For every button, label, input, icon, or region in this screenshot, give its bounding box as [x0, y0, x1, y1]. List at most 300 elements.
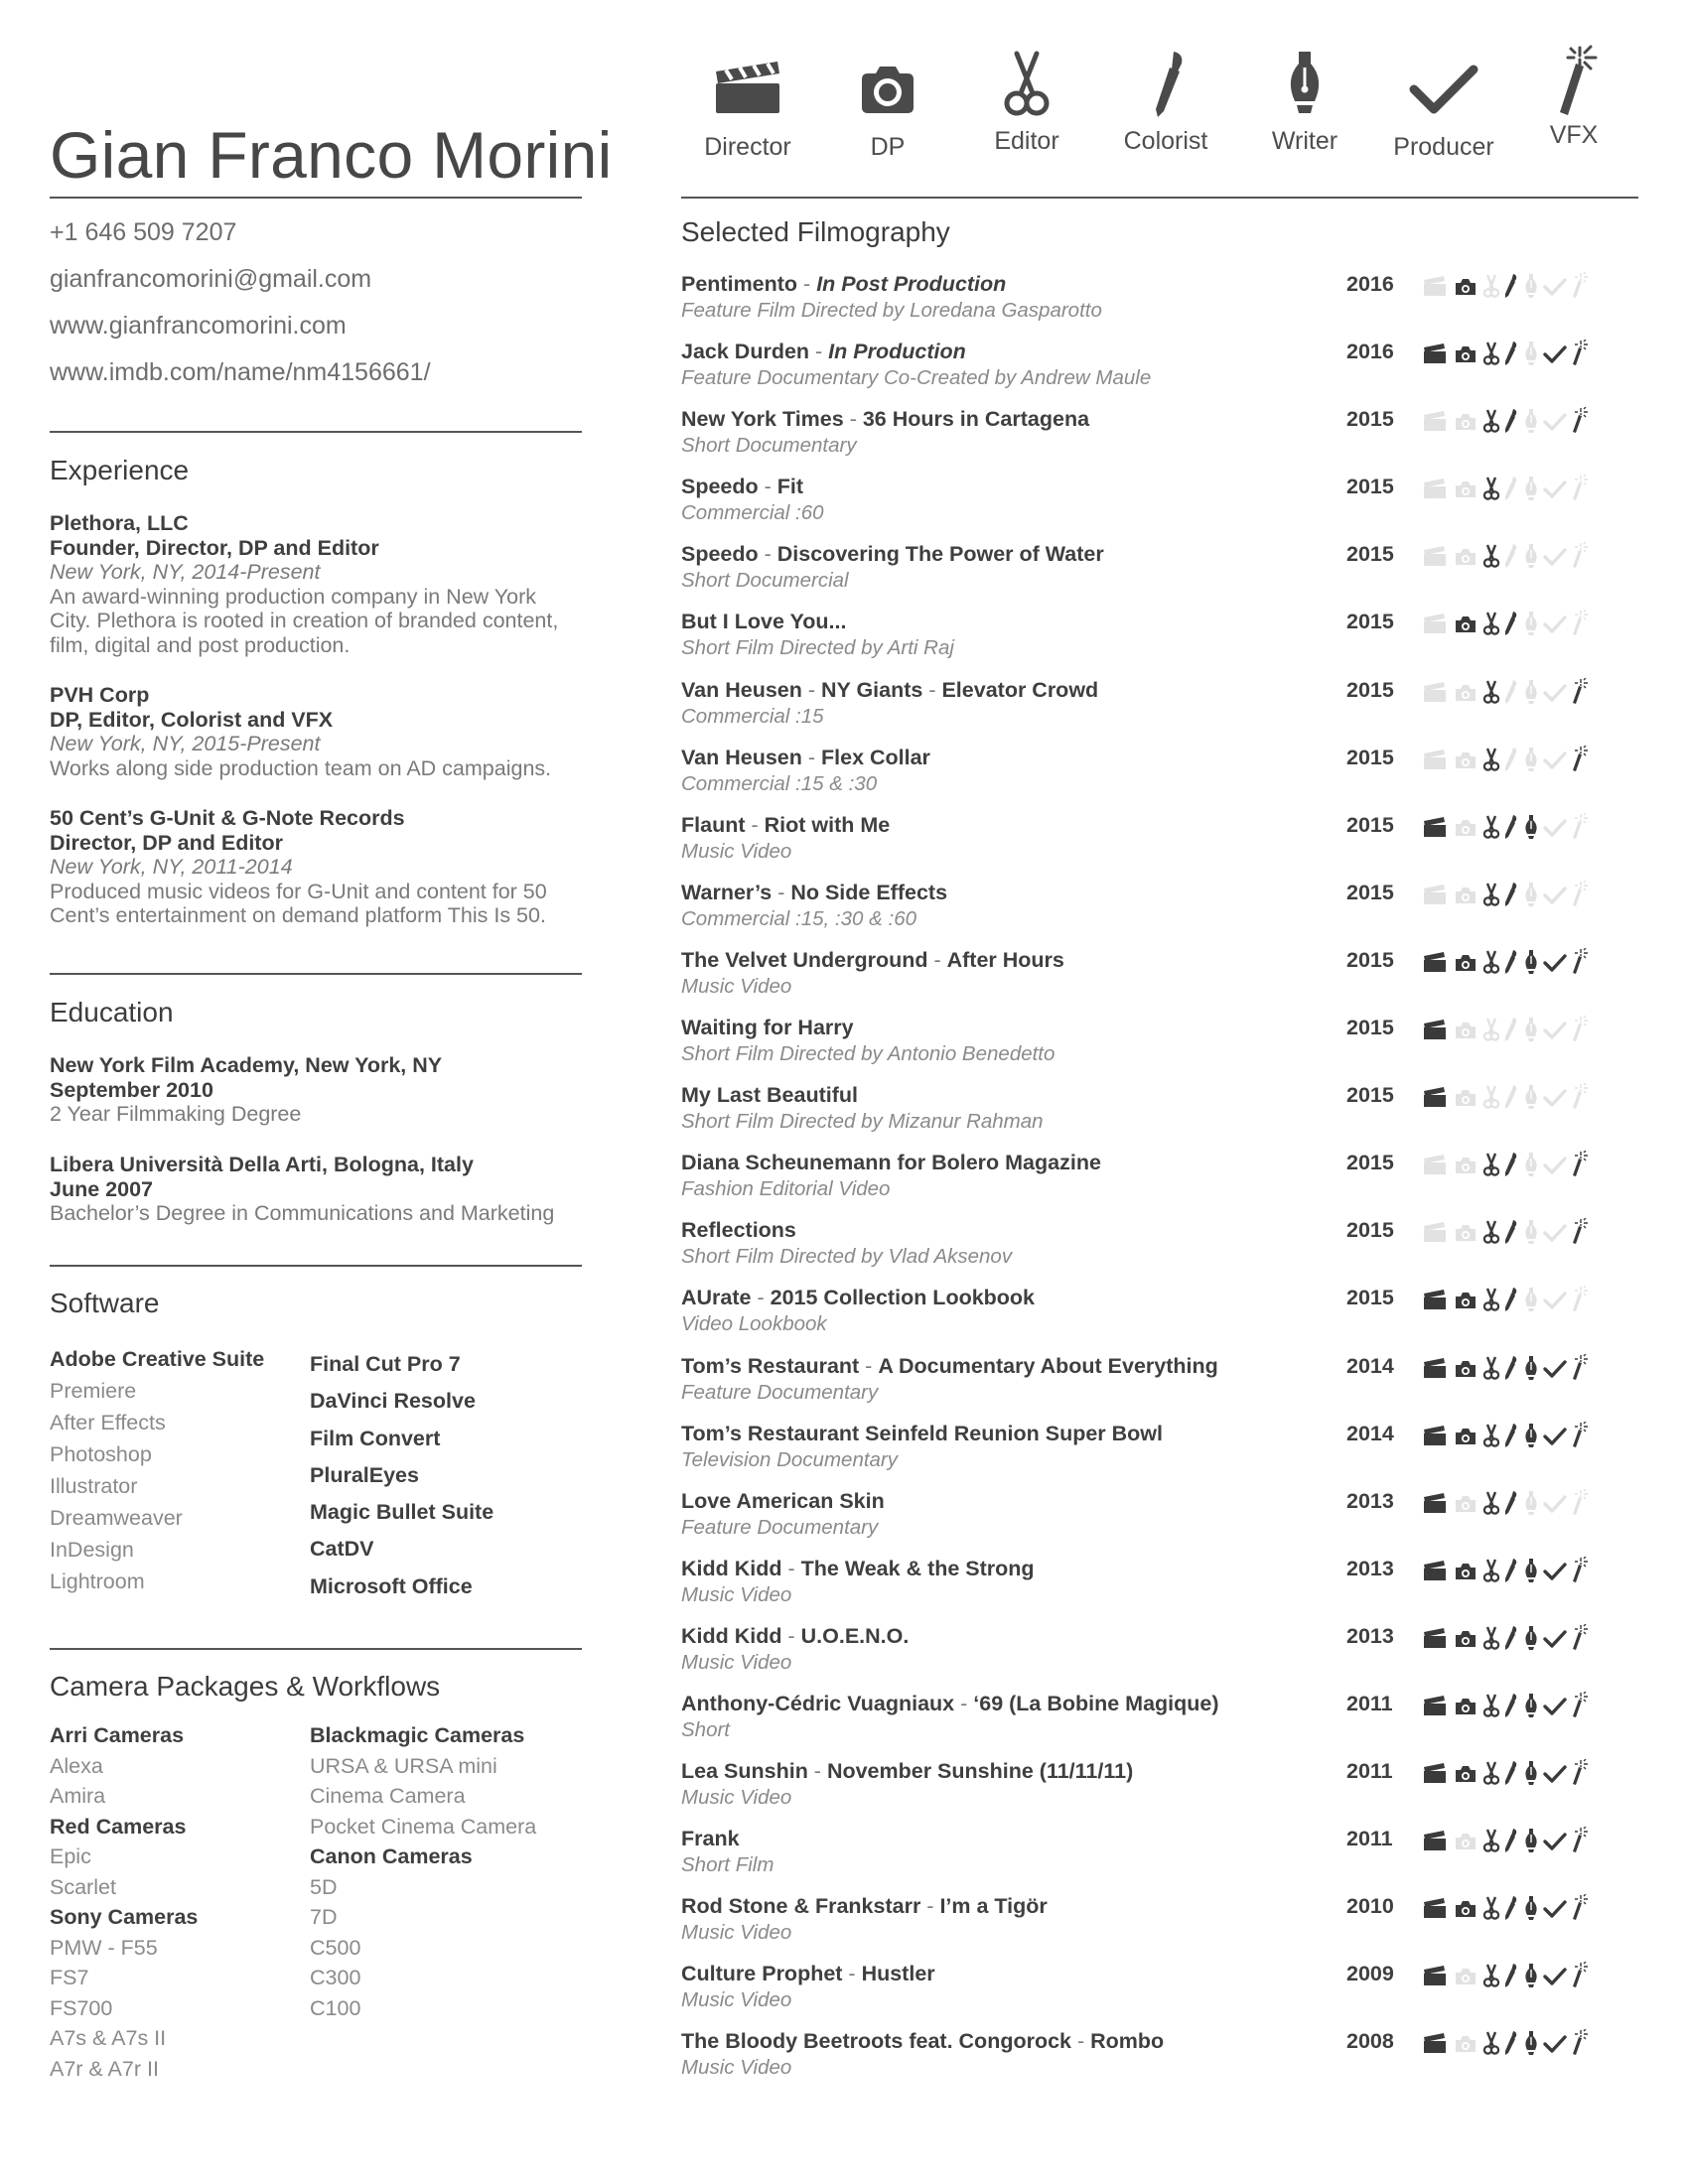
film-title — [681, 610, 846, 634]
eyedropper-icon — [1130, 50, 1201, 119]
separator: - — [843, 407, 863, 432]
checkmark-icon — [1408, 58, 1479, 117]
clapperboard-icon — [1422, 678, 1448, 706]
film-name: Kidd Kidd — [681, 1556, 782, 1580]
pen-nib-icon — [1518, 1557, 1544, 1584]
experience-item — [50, 806, 582, 928]
pen-nib-icon — [1518, 1016, 1544, 1043]
film-role-icons — [1422, 542, 1640, 572]
magic-wand-icon — [1566, 407, 1592, 435]
film-description: Feature Film Directed by Loredana Gasparotto — [681, 299, 1102, 322]
film-year: 2015 — [1346, 1151, 1394, 1175]
software-item: Final Cut Pro 7 — [310, 1352, 461, 1376]
magic-wand-icon — [1566, 1759, 1592, 1787]
film-name: Waiting for Harry — [681, 1016, 854, 1040]
magic-wand-icon — [1566, 1962, 1592, 1989]
experience-role: Founder, Director, DP and Editor — [50, 535, 379, 560]
film-name: But I Love You... — [681, 610, 847, 634]
film-year: 2008 — [1346, 2029, 1394, 2054]
film-subtitle: 36 Hours in Cartagena — [862, 407, 1090, 432]
film-row — [681, 475, 1638, 542]
film-row — [681, 1827, 1638, 1894]
film-description: Music Video — [681, 839, 792, 863]
magic-wand-icon — [1566, 340, 1592, 367]
separator: - — [927, 947, 947, 972]
checkmark-icon — [1542, 272, 1568, 300]
camera-icon — [1453, 746, 1478, 773]
film-year: 2015 — [1346, 407, 1394, 432]
film-row — [681, 678, 1638, 746]
film-row — [681, 610, 1638, 677]
checkmark-icon — [1542, 1557, 1568, 1584]
role-label: Colorist — [1123, 127, 1208, 155]
film-name: My Last Beautiful — [681, 1083, 858, 1108]
film-title — [681, 1624, 909, 1649]
film-title — [681, 1151, 1101, 1175]
magic-wand-icon — [1566, 272, 1592, 300]
film-year: 2015 — [1346, 947, 1394, 972]
education-degree: 2 Year Filmmaking Degree — [50, 1102, 302, 1126]
camera-group-head: Red Cameras — [50, 1814, 187, 1839]
camera-icon — [1453, 1962, 1478, 1989]
separator: - — [781, 1623, 801, 1648]
film-name: Frank — [681, 1827, 740, 1851]
pen-nib-icon — [1518, 1827, 1544, 1854]
film-description: Short Documercial — [681, 569, 849, 593]
clapperboard-icon — [1422, 1624, 1448, 1652]
checkmark-icon — [1542, 1354, 1568, 1382]
camera-icon — [1453, 1422, 1478, 1449]
film-row — [681, 340, 1638, 407]
film-role-icons — [1422, 1016, 1640, 1045]
checkmark-icon — [1542, 1016, 1568, 1043]
film-row — [681, 1151, 1638, 1218]
magic-wand-icon — [1566, 881, 1592, 908]
film-name: Jack Durden — [681, 340, 810, 364]
camera-icon — [1453, 1016, 1478, 1043]
clapperboard-icon — [1422, 746, 1448, 773]
camera-item: 7D — [310, 1905, 338, 1929]
film-name: The Bloody Beetroots feat. Congorock — [681, 2029, 1072, 2054]
clapperboard-icon — [1422, 1083, 1448, 1111]
clapperboard-icon — [1422, 407, 1448, 435]
experience-place: New York, NY, 2011-2014 — [50, 855, 293, 879]
clapperboard-icon — [1422, 881, 1448, 908]
camera-icon — [1453, 1624, 1478, 1652]
separator: - — [801, 745, 821, 769]
film-subtitle: In Production — [828, 340, 966, 364]
film-title — [681, 542, 1104, 567]
pen-nib-icon — [1518, 1759, 1544, 1787]
phone-number: +1 646 509 7207 — [50, 218, 237, 246]
film-title — [681, 1016, 854, 1040]
film-role-icons — [1422, 1083, 1640, 1113]
film-name: Tom’s Restaurant Seinfeld Reunion Super Bowl — [681, 1421, 1163, 1445]
camera-icon — [1453, 1557, 1478, 1584]
film-year: 2011 — [1346, 1827, 1393, 1851]
film-role-icons — [1422, 1759, 1640, 1789]
checkmark-icon — [1542, 2029, 1568, 2057]
software-item: DaVinci Resolve — [310, 1389, 476, 1414]
camera-item: C300 — [310, 1966, 361, 1989]
separator: - — [772, 880, 791, 904]
clapperboard-icon — [1422, 1759, 1448, 1787]
magic-wand-icon — [1566, 1286, 1592, 1313]
film-row — [681, 542, 1638, 610]
film-description: Video Lookbook — [681, 1312, 827, 1336]
experience-description: An award-winning production company in New York City. Plethora is rooted in creation of branded content, film, digital and post production. — [50, 584, 559, 657]
role-label: Producer — [1393, 133, 1494, 161]
film-role-icons — [1422, 1286, 1640, 1315]
cameras-heading: Camera Packages & Workflows — [50, 1671, 441, 1702]
divider — [50, 197, 582, 199]
camera-item: 5D — [310, 1874, 338, 1899]
film-role-icons — [1422, 1557, 1640, 1586]
film-subtitle: A Documentary About Everything — [878, 1353, 1218, 1378]
film-subtitle: Fit — [776, 475, 804, 499]
separator: - — [758, 475, 777, 499]
film-description: Commercial :15 — [681, 704, 824, 728]
education-heading: Education — [50, 997, 174, 1027]
checkmark-icon — [1542, 813, 1568, 841]
education-date: June 2007 — [50, 1176, 153, 1201]
film-role-icons — [1422, 1354, 1640, 1384]
checkmark-icon — [1542, 678, 1568, 706]
experience-item — [50, 511, 582, 657]
checkmark-icon — [1542, 746, 1568, 773]
software-item: Premiere — [50, 1379, 137, 1403]
pen-nib-icon — [1518, 1489, 1544, 1517]
film-title — [681, 1083, 858, 1108]
education-degree: Bachelor’s Degree in Communications and Marketing — [50, 1201, 555, 1225]
email-link[interactable]: gianfrancomorini@gmail.com — [50, 265, 372, 293]
film-year: 2015 — [1346, 610, 1394, 634]
film-row — [681, 1692, 1638, 1759]
magic-wand-icon — [1566, 1151, 1592, 1178]
divider — [50, 1648, 582, 1650]
camera-item: Pocket Cinema Camera — [310, 1814, 537, 1839]
camera-icon — [1453, 1827, 1478, 1854]
clapperboard-icon — [1422, 1962, 1448, 1989]
film-row — [681, 746, 1638, 813]
software-item: InDesign — [50, 1538, 134, 1562]
film-row — [681, 881, 1638, 948]
film-subtitle: Flex Collar — [821, 745, 930, 769]
camera-item: C100 — [310, 1995, 361, 2020]
experience-company: PVH Corp — [50, 683, 150, 707]
role-colorist — [1096, 58, 1235, 156]
film-name: Tom’s Restaurant — [681, 1353, 860, 1378]
film-subtitle: No Side Effects — [790, 880, 948, 904]
camera-item: Amira — [50, 1784, 106, 1808]
film-description: Short — [681, 1717, 730, 1741]
film-name: Anthony-Cédric Vuagniaux — [681, 1691, 955, 1715]
website-link[interactable]: www.gianfrancomorini.com — [50, 312, 347, 340]
clapperboard-icon — [1422, 340, 1448, 367]
role-legend — [681, 58, 1638, 177]
software-item: Dreamweaver — [50, 1506, 183, 1530]
camera-icon — [1453, 340, 1478, 367]
magic-wand-icon — [1566, 1557, 1592, 1584]
pen-nib-icon — [1269, 50, 1340, 119]
camera-icon — [1453, 1692, 1478, 1719]
pen-nib-icon — [1518, 678, 1544, 706]
camera-icon — [1453, 1286, 1478, 1313]
film-role-icons — [1422, 1489, 1640, 1519]
film-year: 2016 — [1346, 340, 1394, 364]
separator: - — [859, 1353, 879, 1378]
experience-company: Plethora, LLC — [50, 511, 189, 535]
film-description: Commercial :60 — [681, 501, 824, 525]
film-subtitle: Elevator Crowd — [941, 677, 1099, 702]
film-name: Love American Skin — [681, 1488, 885, 1513]
magic-wand-icon — [1566, 610, 1592, 637]
film-subtitle: November Sunshine (11/11/11) — [826, 1759, 1134, 1784]
camera-item: PMW - F55 — [50, 1935, 158, 1960]
camera-icon — [1453, 1489, 1478, 1517]
film-role-icons — [1422, 475, 1640, 504]
pen-nib-icon — [1518, 1894, 1544, 1922]
checkmark-icon — [1542, 1286, 1568, 1313]
pen-nib-icon — [1518, 272, 1544, 300]
role-label: DP — [870, 133, 906, 161]
separator: - — [954, 1691, 974, 1715]
pen-nib-icon — [1518, 1354, 1544, 1382]
camera-icon — [1453, 407, 1478, 435]
film-title — [681, 1422, 1163, 1446]
software-item: Magic Bullet Suite — [310, 1500, 494, 1525]
film-name: Diana Scheunemann for Bolero Magazine — [681, 1151, 1101, 1175]
film-title — [681, 678, 1098, 703]
film-description: Feature Documentary — [681, 1380, 879, 1404]
film-year: 2015 — [1346, 1286, 1394, 1310]
film-subtitle: After Hours — [946, 947, 1064, 972]
experience-place: New York, NY, 2015-Present — [50, 732, 321, 755]
magic-wand-icon — [1566, 1894, 1592, 1922]
film-description: Feature Documentary Co-Created by Andrew Maule — [681, 366, 1152, 390]
checkmark-icon — [1542, 1489, 1568, 1517]
film-year: 2013 — [1346, 1623, 1394, 1648]
film-role-icons — [1422, 1624, 1640, 1654]
magic-wand-icon — [1566, 2029, 1592, 2057]
film-subtitle: Rombo — [1090, 2029, 1165, 2054]
pen-nib-icon — [1518, 1218, 1544, 1246]
camera-item: C500 — [310, 1935, 361, 1960]
separator: - — [745, 812, 765, 837]
magic-wand-icon — [1566, 1218, 1592, 1246]
camera-icon — [1453, 272, 1478, 300]
software-item: CatDV — [310, 1537, 374, 1562]
separator: - — [751, 1286, 771, 1310]
film-row — [681, 1759, 1638, 1827]
checkmark-icon — [1542, 1894, 1568, 1922]
film-description: Music Video — [681, 1582, 792, 1606]
camera-icon — [1453, 1894, 1478, 1922]
checkmark-icon — [1542, 1218, 1568, 1246]
film-subtitle: 2015 Collection Lookbook — [770, 1286, 1036, 1310]
checkmark-icon — [1542, 1151, 1568, 1178]
software-column-adobe — [50, 1343, 264, 1597]
clapperboard-icon — [1422, 1286, 1448, 1313]
experience-description: Produced music videos for G-Unit and content for 50 Cent’s entertainment on demand platform This Is 50. — [50, 879, 547, 927]
clapperboard-icon — [1422, 1016, 1448, 1043]
clapperboard-icon — [1422, 1422, 1448, 1449]
pen-nib-icon — [1518, 542, 1544, 570]
film-role-icons — [1422, 1894, 1640, 1924]
camera-item: Scarlet — [50, 1874, 116, 1899]
clapperboard-icon — [1422, 2029, 1448, 2057]
checkmark-icon — [1542, 1692, 1568, 1719]
film-description: Television Documentary — [681, 1447, 899, 1471]
software-item: After Effects — [50, 1411, 166, 1434]
camera-icon — [1453, 1218, 1478, 1246]
experience-item — [50, 683, 582, 780]
role-vfx — [1504, 58, 1643, 150]
film-row — [681, 1894, 1638, 1962]
film-title — [681, 746, 930, 770]
film-row — [681, 1083, 1638, 1151]
camera-column-2 — [310, 1720, 536, 2023]
imdb-link[interactable]: www.imdb.com/name/nm4156661/ — [50, 358, 431, 386]
film-title — [681, 340, 966, 364]
checkmark-icon — [1542, 1759, 1568, 1787]
role-producer — [1374, 58, 1513, 162]
magic-wand-icon — [1566, 1016, 1592, 1043]
film-title — [681, 1962, 935, 1986]
camera-item: Cinema Camera — [310, 1784, 466, 1808]
experience-heading: Experience — [50, 455, 190, 485]
film-year: 2015 — [1346, 1083, 1394, 1108]
clapperboard-icon — [1422, 1827, 1448, 1854]
film-row — [681, 813, 1638, 881]
checkmark-icon — [1542, 340, 1568, 367]
separator: - — [1071, 2029, 1091, 2054]
film-subtitle: In Post Production — [816, 272, 1007, 296]
film-description: Music Video — [681, 1988, 792, 2012]
film-title — [681, 881, 947, 905]
checkmark-icon — [1542, 1422, 1568, 1449]
film-year: 2013 — [1346, 1488, 1394, 1513]
film-row — [681, 1218, 1638, 1286]
film-description: Music Video — [681, 1921, 792, 1945]
film-year: 2011 — [1346, 1691, 1393, 1715]
film-role-icons — [1422, 1692, 1640, 1721]
separator: - — [922, 677, 942, 702]
film-row — [681, 407, 1638, 475]
separator: - — [801, 677, 821, 702]
film-subtitle: Hustler — [861, 1962, 935, 1986]
film-name: Flaunt — [681, 812, 746, 837]
clapperboard-icon — [1422, 1354, 1448, 1382]
clapperboard-icon — [1422, 1894, 1448, 1922]
film-name: Speedo — [681, 475, 759, 499]
film-title — [681, 1557, 1035, 1581]
film-row — [681, 1422, 1638, 1489]
pen-nib-icon — [1518, 881, 1544, 908]
film-year: 2015 — [1346, 677, 1394, 702]
film-description: Short Film Directed by Mizanur Rahman — [681, 1110, 1044, 1134]
film-name: Warner’s — [681, 880, 773, 904]
film-name: AUrate — [681, 1286, 752, 1310]
magic-wand-icon — [1566, 475, 1592, 502]
magic-wand-icon — [1566, 678, 1592, 706]
film-name: Van Heusen — [681, 677, 802, 702]
pen-nib-icon — [1518, 746, 1544, 773]
film-name: The Velvet Underground — [681, 947, 928, 972]
checkmark-icon — [1542, 948, 1568, 976]
camera-icon — [1453, 475, 1478, 502]
magic-wand-icon — [1566, 813, 1592, 841]
software-item: PluralEyes — [310, 1462, 419, 1487]
separator: - — [920, 1894, 940, 1919]
magic-wand-icon — [1538, 44, 1610, 119]
camera-group-head: Arri Cameras — [50, 1723, 185, 1747]
software-item: Photoshop — [50, 1442, 152, 1466]
software-item: Film Convert — [310, 1426, 441, 1450]
camera-group-head: Blackmagic Cameras — [310, 1723, 525, 1747]
camera-group-head: Canon Cameras — [310, 1844, 473, 1868]
role-label: Director — [704, 133, 791, 161]
pen-nib-icon — [1518, 813, 1544, 841]
film-year: 2009 — [1346, 1962, 1394, 1986]
role-editor — [957, 58, 1096, 156]
clapperboard-icon — [1422, 1557, 1448, 1584]
checkmark-icon — [1542, 610, 1568, 637]
camera-icon — [1453, 881, 1478, 908]
pen-nib-icon — [1518, 1962, 1544, 1989]
role-director — [678, 58, 817, 162]
software-item: Lightroom — [50, 1570, 145, 1593]
checkmark-icon — [1542, 1624, 1568, 1652]
pen-nib-icon — [1518, 1422, 1544, 1449]
camera-item: FS7 — [50, 1966, 89, 1989]
filmography-list — [681, 272, 1638, 2098]
software-heading: Software — [50, 1288, 160, 1318]
clapperboard-icon — [1422, 610, 1448, 637]
camera-group-head: Sony Cameras — [50, 1905, 199, 1929]
separator: - — [781, 1556, 801, 1580]
pen-nib-icon — [1518, 610, 1544, 637]
film-year: 2011 — [1346, 1759, 1393, 1784]
clapperboard-icon — [1422, 813, 1448, 841]
film-title — [681, 1692, 1219, 1716]
film-row — [681, 1489, 1638, 1557]
pen-nib-icon — [1518, 2029, 1544, 2057]
film-name: Speedo — [681, 542, 759, 567]
film-role-icons — [1422, 1218, 1640, 1248]
education-item — [50, 1153, 582, 1226]
film-title — [681, 407, 1089, 432]
separator: - — [758, 542, 777, 567]
film-name: Pentimento — [681, 272, 798, 296]
separator: - — [842, 1962, 862, 1986]
divider — [50, 973, 582, 975]
film-name: Lea Sunshin — [681, 1759, 808, 1784]
education-school: New York Film Academy, New York, NY — [50, 1053, 443, 1077]
experience-role: DP, Editor, Colorist and VFX — [50, 707, 334, 732]
film-title — [681, 1286, 1035, 1310]
checkmark-icon — [1542, 1083, 1568, 1111]
film-subtitle: NY Giants — [821, 677, 923, 702]
camera-icon — [1453, 610, 1478, 637]
film-role-icons — [1422, 1962, 1640, 1991]
film-description: Commercial :15, :30 & :60 — [681, 906, 916, 930]
camera-icon — [1453, 1083, 1478, 1111]
film-description: Music Video — [681, 2056, 792, 2080]
clapperboard-icon — [1422, 1489, 1448, 1517]
film-role-icons — [1422, 340, 1640, 369]
camera-icon — [1453, 1759, 1478, 1787]
